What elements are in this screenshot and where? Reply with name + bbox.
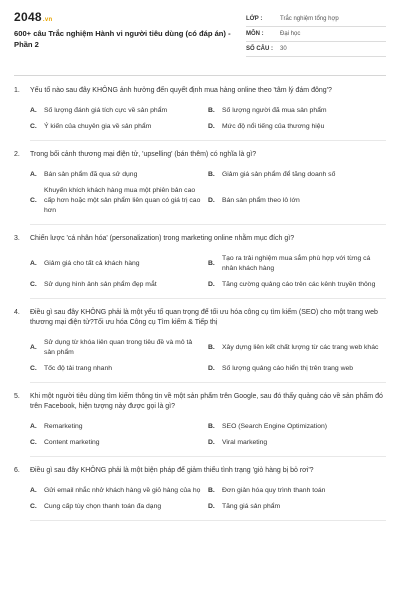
meta-value: Đại học [280, 31, 301, 37]
option-grid [30, 251, 386, 293]
answer-option[interactable] [208, 435, 386, 451]
question-list [14, 86, 386, 521]
answer-option[interactable] [208, 483, 386, 499]
meta-row [246, 42, 386, 57]
answer-option[interactable] [208, 277, 386, 293]
option-text: Tốc độ tải trang nhanh [44, 365, 113, 372]
answer-option[interactable] [208, 183, 386, 219]
option-grid [30, 335, 386, 377]
option-letter: D. [208, 365, 215, 372]
answer-option[interactable] [208, 251, 386, 277]
answer-option[interactable] [208, 419, 386, 435]
question-divider [30, 456, 386, 457]
answer-option[interactable] [30, 419, 208, 435]
answer-option[interactable] [30, 499, 208, 515]
option-letter: B. [208, 487, 215, 494]
question-number: 4. [14, 309, 20, 316]
answer-option[interactable] [208, 335, 386, 361]
meta-row [246, 27, 386, 42]
option-text: Ý kiến của chuyên gia về sản phẩm [44, 123, 152, 130]
option-letter: C. [30, 439, 37, 446]
question-text: Trong bối cảnh thương mại điện tử, 'upselling' (bán thêm) có nghĩa là gì? [30, 151, 257, 158]
option-text: Sử dụng từ khóa liên quan trong tiêu đề và mô tả sản phẩm [44, 339, 193, 356]
meta-table [246, 10, 386, 69]
option-text: Tăng giá sản phẩm [222, 503, 281, 510]
question-line [14, 234, 386, 244]
option-letter: C. [30, 365, 37, 372]
option-text: Sử dụng hình ảnh sản phẩm đẹp mắt [44, 281, 157, 288]
question-text: Khi một người tiêu dùng tìm kiếm thông tin về một sản phẩm trên Google, sau đó thấy quảng cáo về sản phẩm đó trên Facebook, hiện tượng này được gọi là gì? [30, 393, 383, 410]
answer-option[interactable] [30, 183, 208, 219]
question-text: Chiến lược 'cá nhân hóa' (personalization) trong marketing online nhằm mục đích gì? [30, 235, 295, 242]
question-item [14, 234, 386, 299]
option-letter: C. [30, 503, 37, 510]
question-divider [30, 224, 386, 225]
option-text: Tăng cường quảng cáo trên các kênh truyền thông [222, 281, 376, 288]
option-letter: D. [208, 439, 215, 446]
question-number: 6. [14, 467, 20, 474]
answer-option[interactable] [30, 361, 208, 377]
question-item [14, 466, 386, 521]
answer-option[interactable] [30, 483, 208, 499]
answer-option[interactable] [208, 361, 386, 377]
option-letter: C. [30, 123, 37, 130]
option-text: Viral marketing [222, 439, 268, 446]
answer-option[interactable] [208, 103, 386, 119]
option-text: Số lượng quảng cáo hiển thị trên trang web [222, 365, 354, 372]
option-text: Gửi email nhắc nhở khách hàng về giỏ hàng của họ [44, 487, 201, 494]
question-line [14, 308, 386, 328]
option-letter: A. [30, 260, 37, 267]
option-text: Bán sản phẩm đã qua sử dụng [44, 171, 138, 178]
question-divider [30, 520, 386, 521]
option-text: Đơn giản hóa quy trình thanh toán [222, 487, 326, 494]
option-text: Số lượng đánh giá tích cực về sản phẩm [44, 107, 168, 114]
option-text: Khuyến khích khách hàng mua một phiên bản cao cấp hơn hoặc một sản phẩm liên quan có giá trị cao hơn [44, 187, 201, 214]
option-grid [30, 419, 386, 451]
answer-option[interactable] [208, 167, 386, 183]
option-letter: A. [30, 107, 37, 114]
meta-key: SỐ CÂU : [246, 46, 273, 52]
option-letter: D. [208, 123, 215, 130]
option-letter: A. [30, 171, 37, 178]
question-item [14, 86, 386, 141]
option-letter: D. [208, 503, 215, 510]
option-letter: B. [208, 107, 215, 114]
answer-option[interactable] [30, 103, 208, 119]
meta-key: MÔN : [246, 31, 264, 37]
option-grid [30, 483, 386, 515]
option-grid [30, 167, 386, 219]
logo-suffix: .vn [42, 17, 53, 23]
meta-key: LỚP : [246, 16, 263, 22]
question-divider [30, 298, 386, 299]
answer-option[interactable] [208, 119, 386, 135]
question-text: Điều gì sau đây KHÔNG phải là một yếu tố quan trọng để tối ưu hóa công cụ tìm kiếm (SEO) cho một trang web thương mại điện tử?Tối ưu hóa Công cụ Tìm kiếm & Tiếp thị [30, 309, 378, 326]
document-header [14, 10, 386, 76]
question-text: Điều gì sau đây KHÔNG phải là một biện pháp để giảm thiểu tình trạng 'giỏ hàng bị bỏ rơi'? [30, 467, 314, 474]
option-grid [30, 103, 386, 135]
question-number: 1. [14, 87, 20, 94]
option-text: Số lượng người đã mua sản phẩm [222, 107, 327, 114]
question-text: Yếu tố nào sau đây KHÔNG ảnh hưởng đến quyết định mua hàng online theo 'tâm lý đám đông'? [30, 87, 332, 94]
option-letter: B. [208, 423, 215, 430]
option-letter: A. [30, 487, 37, 494]
question-number: 2. [14, 151, 20, 158]
option-text: Mức độ nổi tiếng của thương hiệu [222, 123, 325, 130]
option-text: Giảm giá cho tất cả khách hàng [44, 260, 140, 267]
header-left [14, 10, 244, 69]
question-number: 5. [14, 393, 20, 400]
option-text: Content marketing [44, 439, 100, 446]
answer-option[interactable] [30, 435, 208, 451]
question-divider [30, 382, 386, 383]
answer-option[interactable] [30, 119, 208, 135]
site-logo[interactable] [14, 10, 244, 24]
answer-option[interactable] [30, 335, 208, 361]
question-item [14, 392, 386, 457]
answer-option[interactable] [208, 499, 386, 515]
option-text: Remarketing [44, 423, 83, 430]
option-letter: A. [30, 423, 37, 430]
option-letter: D. [208, 197, 215, 204]
document-title: 600+ câu Trắc nghiệm Hành vi người tiêu dùng (có đáp án) - Phần 2 [14, 29, 231, 49]
option-letter: A. [30, 344, 37, 351]
option-letter: D. [208, 281, 215, 288]
option-text: Tạo ra trải nghiệm mua sắm phù hợp với từng cá nhân khách hàng [222, 255, 371, 272]
question-line [14, 150, 386, 160]
question-item [14, 150, 386, 225]
option-text: SEO (Search Engine Optimization) [222, 423, 328, 430]
logo-main: 2048 [14, 10, 42, 24]
meta-row [246, 12, 386, 27]
option-letter: B. [208, 260, 215, 267]
question-line [14, 86, 386, 96]
option-letter: B. [208, 344, 215, 351]
option-text: Xây dựng liên kết chất lượng từ các trang web khác [222, 344, 379, 351]
option-text: Bán sản phẩm theo lô lớn [222, 197, 300, 204]
option-letter: B. [208, 171, 215, 178]
question-number: 3. [14, 235, 20, 242]
answer-option[interactable] [30, 251, 208, 277]
question-item [14, 308, 386, 383]
meta-value: Trắc nghiệm tổng hợp [280, 16, 339, 22]
option-text: Giảm giá sản phẩm để tăng doanh số [222, 171, 336, 178]
option-letter: C. [30, 197, 37, 204]
question-divider [30, 140, 386, 141]
answer-option[interactable] [30, 167, 208, 183]
option-text: Cung cấp tùy chọn thanh toán đa dạng [44, 503, 162, 510]
meta-value: 30 [280, 46, 287, 52]
option-letter: C. [30, 281, 37, 288]
question-line [14, 466, 386, 476]
question-line [14, 392, 386, 412]
answer-option[interactable] [30, 277, 208, 293]
